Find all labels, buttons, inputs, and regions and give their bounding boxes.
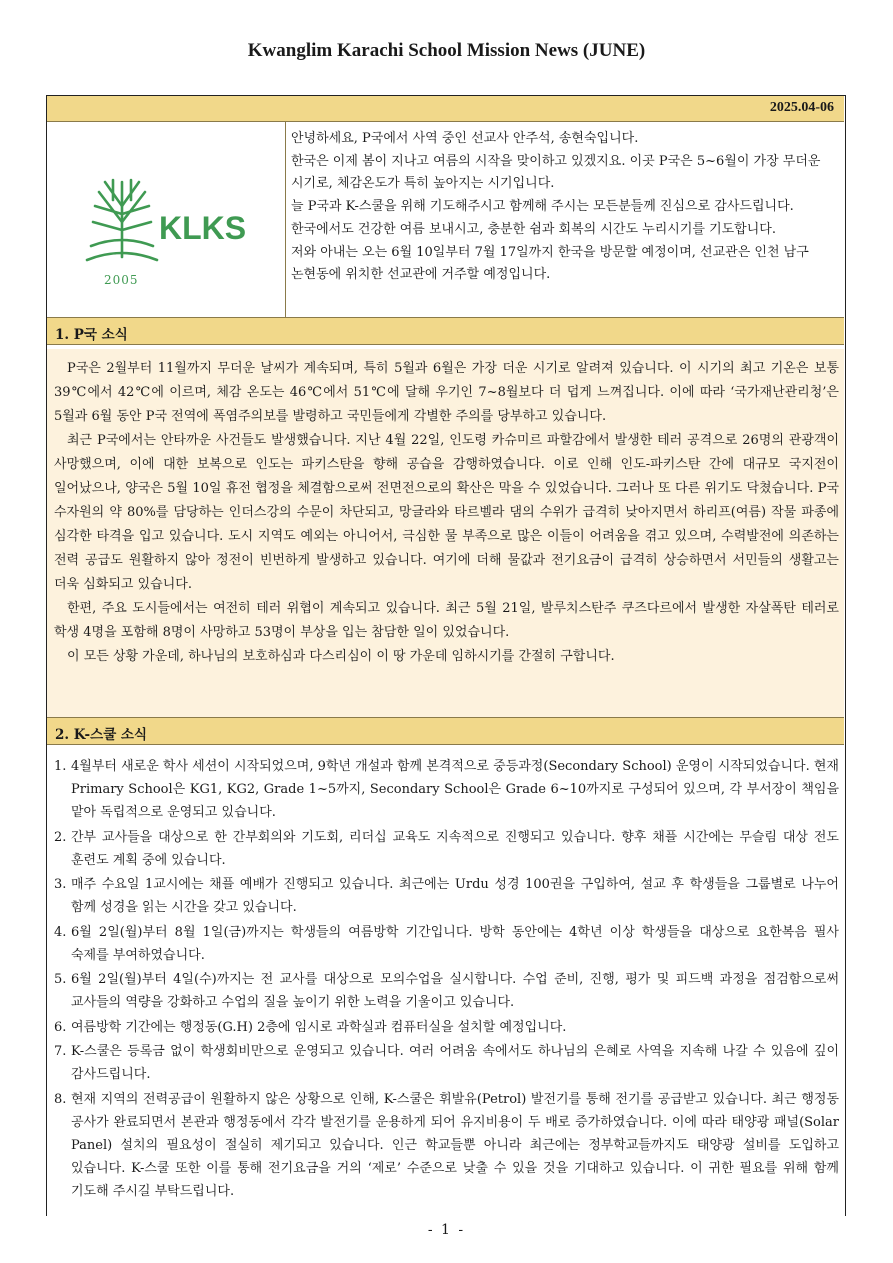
logo-cell (47, 122, 286, 317)
newsletter-frame (46, 95, 846, 1216)
item-text: 매주 수요일 1교시에는 채플 예배가 진행되고 있습니다. 최근에는 Urdu 성경 100권을 구입하여, 설교 후 학생들을 그룹별로 나누어 함께 성경을 읽는 시간을 갖고 있습니다. (71, 877, 839, 915)
intro-paragraph: 한국은 이제 봄이 지나고 여름의 시작을 맞이하고 있겠지요. 이곳 P국은 5~6월이 가장 무더운 시기로, 체감온도가 특히 높아지는 시기입니다. (291, 153, 821, 192)
item-number: 5. (54, 972, 67, 987)
list-item (54, 1040, 839, 1086)
date-bar (47, 96, 844, 122)
section1-header (47, 317, 844, 345)
list-item (54, 1088, 839, 1203)
item-text: 6월 2일(월)부터 8월 1일(금)까지는 학생들의 여름방학 기간입니다. 방학 동안에는 4학년 이상 학생들을 대상으로 요한복음 필사 숙제를 부여하였습니다. (71, 924, 839, 963)
section1-paragraph: P국은 2월부터 11월까지 무더운 날씨가 계속되며, 특히 5월과 6월은 가장 더운 시기로 알려져 있습니다. 이 시기의 최고 기온은 보통 39℃에서 42℃에 이르며, 체감 온도는 46℃에서 51℃에 달해 우기인 7~8월보다 더 덥게 느껴집니다. 이에 따라 ‘국가재난관리청’은 5월과 6월 동안 P국 전역에 폭염주의보를 발령하고 국민들에게 각별한 주의를 당부하고 있습니다. (54, 361, 839, 424)
section1-body (47, 349, 844, 717)
page-number: - 1 - (427, 1222, 466, 1238)
item-text: 4월부터 새로운 학사 세션이 시작되었으며, 9학년 개설과 함께 본격적으로 중등과정(Secondary School) 운영이 시작되었습니다. 현재 Primary School은 KG1, KG2, Grade 1~5까지, Secondary School은 Grade 6~10까지로 구성되어 있으며, 각 부서장이 책임을 맡아 독립적으로 운영되고 있습니다. (71, 759, 839, 820)
section1-heading: 1. P국 소식 (55, 327, 128, 343)
item-text: K-스쿨은 등록금 없이 학생회비만으로 운영되고 있습니다. 여러 어려움 속에서도 하나님의 은혜로 사역을 지속해 나갈 수 있음에 깊이 감사드립니다. (71, 1044, 839, 1082)
item-text: 간부 교사들을 대상으로 한 간부회의와 기도회, 리더십 교육도 지속적으로 진행되고 있습니다. 향후 채플 시간에는 무슬림 대상 전도 훈련도 계획 중에 있습니다. (71, 829, 839, 868)
intro-paragraph: 저와 아내는 오는 6월 10일부터 7월 17일까지 한국을 방문할 예정이며, 선교관은 인천 남구 논현동에 위치한 선교관에 거주할 예정입니다. (291, 244, 809, 283)
tree-icon (87, 180, 157, 260)
section1-paragraph: 한편, 주요 도시들에서는 여전히 테러 위협이 계속되고 있습니다. 최근 5월 21일, 발루치스탄주 쿠즈다르에서 발생한 자살폭탄 테러로 학생 4명을 포함해 8명이 사망하고 53명이 부상을 입는 참담한 일이 있었습니다. (54, 601, 839, 640)
section2-heading: 2. K-스쿨 소식 (55, 727, 148, 743)
list-item (54, 1016, 839, 1039)
section2-body (47, 747, 844, 1217)
intro-section (47, 122, 844, 318)
item-number: 8. (54, 1091, 67, 1107)
item-number: 3. (54, 877, 67, 892)
section2-header (47, 717, 844, 745)
intro-text (291, 128, 836, 287)
klks-logo (47, 122, 285, 317)
section1-paragraph: 이 모든 상황 가운데, 하나님의 보호하심과 다스리심이 이 땅 가운데 임하시기를 간절히 구합니다. (67, 649, 615, 664)
list-item (54, 873, 839, 919)
item-number: 2. (54, 829, 67, 845)
list-item (54, 921, 839, 967)
section1-paragraph: 최근 P국에서는 안타까운 사건들도 발생했습니다. 지난 4월 22일, 인도령 카슈미르 파할감에서 발생한 테러 공격으로 26명의 관광객이 사망했으며, 이에 대한 보복으로 인도는 파키스탄을 향해 공습을 감행하였습니다. 이로 인해 인도-파키스탄 간에 대규모 국지전이 일어났으나, 양국은 5월 10일 휴전 협정을 체결함으로써 전면전으로의 확산은 막을 수 있었습니다. 그러나 또 다른 위기도 닥쳤습니다. P국 수자원의 약 80%를 담당하는 인더스강의 수문이 차단되고, 망글라와 타르벨라 댐의 수위가 급격히 낮아지면서 하리프(여름) 작물 파종에 심각한 타격을 입고 있습니다. 도시 지역도 예외는 아니어서, 극심한 물 부족으로 많은 이들이 어려움을 겪고 있으며, 수력발전에 의존하는 전력 공급도 원활하지 않아 정전이 빈번하게 발생하고 있습니다. 여기에 더해 물값과 전기요금이 급격히 상승하면서 서민들의 생활고는 더욱 심화되고 있습니다. (54, 433, 839, 592)
item-text: 현재 지역의 전력공급이 원활하지 않은 상황으로 인해, K-스쿨은 휘발유(Petrol) 발전기를 통해 전기를 공급받고 있습니다. 최근 행정동 공사가 완료되면서 본관과 행정동에서 각각 발전기를 운용하게 되어 유지비용이 두 배로 증가하였습니다. 이에 따라 태양광 패널(Solar Panel) 설치의 필요성이 절실히 제기되고 있습니다. 인근 학교들뿐 아니라 최근에는 정부학교들까지도 태양광 설비를 도입하고 있습니다. K-스쿨 또한 이를 통해 전기요금을 거의 ‘제로’ 수준으로 낮출 수 있을 것을 기대하고 있습니다. 이 귀한 필요를 위해 함께 기도해 주시길 부탁드립니다. (71, 1091, 839, 1199)
list-item (54, 755, 839, 824)
item-number: 7. (54, 1044, 67, 1059)
intro-paragraph: 늘 P국과 K-스쿨을 위해 기도해주시고 함께해 주시는 모든분들께 진심으로 감사드립니다. 한국에서도 건강한 여름 보내시고, 충분한 쉼과 회복의 시간도 누리시기를 기도합니다. (291, 199, 794, 237)
item-number: 1. (54, 759, 67, 774)
list-item (54, 826, 839, 872)
list-item (54, 968, 839, 1014)
logo-text: KLKS (159, 210, 247, 246)
logo-year: 2005 (104, 273, 139, 287)
item-number: 6. (54, 1019, 67, 1035)
k-school-news-list (54, 755, 839, 1204)
item-text: 여름방학 기간에는 행정동(G.H) 2층에 임시로 과학실과 컴퓨터실을 설치할 예정입니다. (71, 1019, 567, 1035)
item-text: 6월 2일(월)부터 4일(수)까지는 전 교사를 대상으로 모의수업을 실시합니다. 수업 준비, 진행, 평가 및 피드백 과정을 점검함으로써 교사들의 역량을 강화하고 수업의 질을 높이기 위한 노력을 기울이고 있습니다. (71, 972, 839, 1010)
item-number: 4. (54, 924, 67, 940)
intro-paragraph: 안녕하세요, P국에서 사역 중인 선교사 안주석, 송현숙입니다. (291, 131, 639, 146)
issue-date: 2025.04-06 (769, 100, 834, 115)
newsletter-title: Kwanglim Karachi School Mission News (JUNE) (247, 40, 646, 61)
